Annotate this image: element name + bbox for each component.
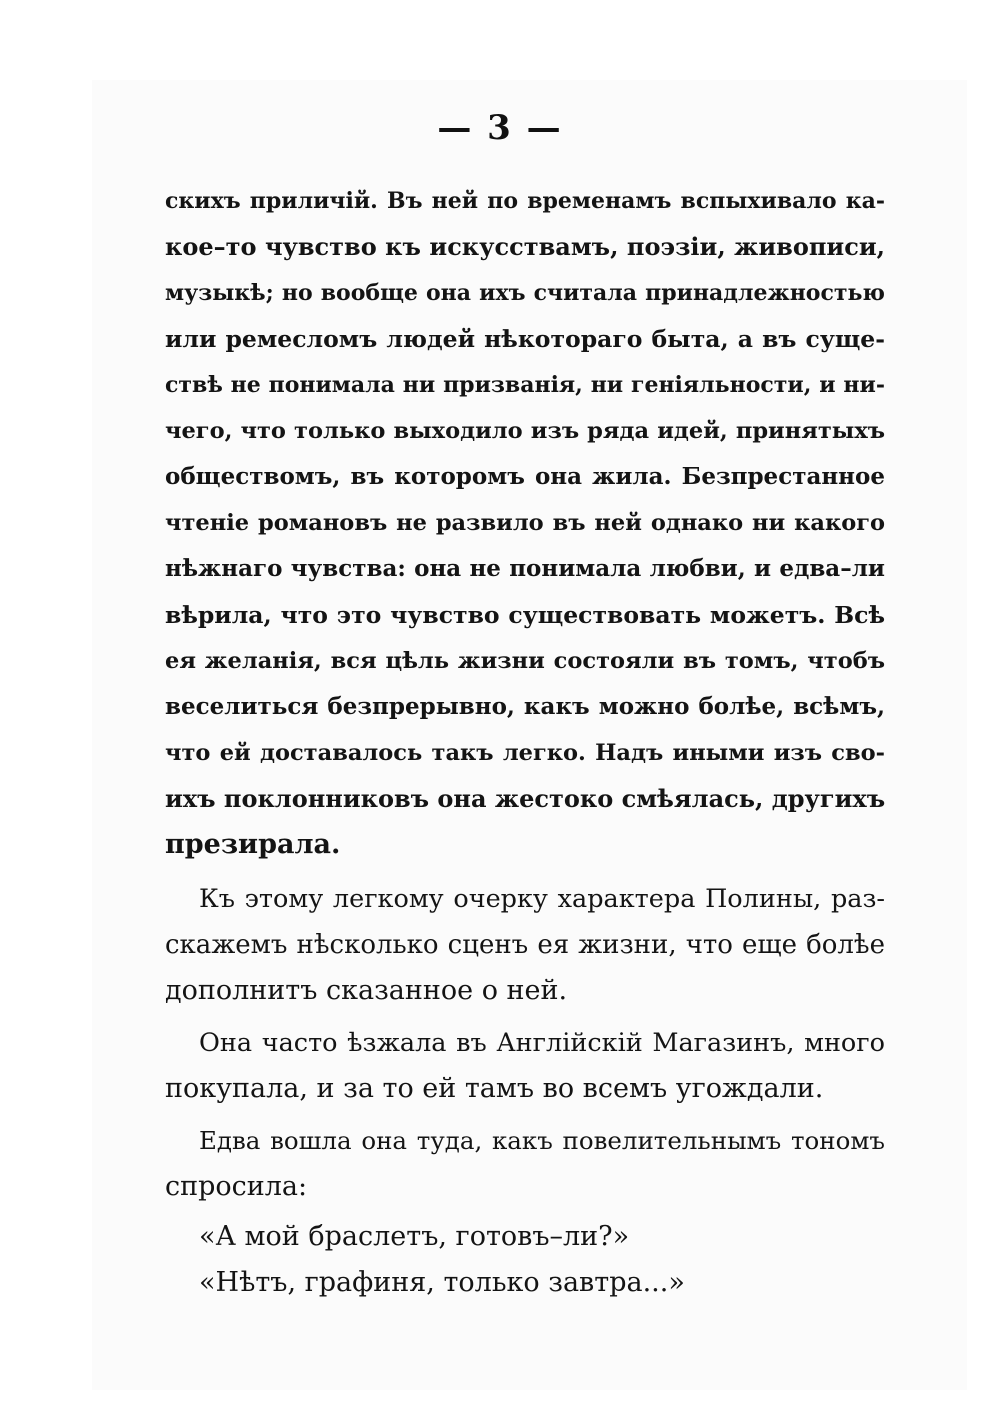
paragraph-2 <box>165 876 885 1014</box>
text-line: что ей доставалось такъ легко. Надъ иными изъ сво- <box>165 740 885 766</box>
dialogue-line-1 <box>165 1214 885 1260</box>
text-line: Она часто ѣзжала въ Англійскій Магазинъ, много <box>199 1028 885 1058</box>
dialogue-line-2 <box>165 1260 885 1306</box>
text-line: презирала. <box>165 829 341 860</box>
text-line: вѣрила, что это чувство существовать можетъ. Всѣ <box>165 601 885 629</box>
text-line: или ремесломъ людей нѣкотораго быта, а въ суще- <box>165 325 885 353</box>
text-line: «А мой браслетъ, готовъ–ли?» <box>199 1221 630 1252</box>
text-line: ихъ поклонниковъ она жестоко смѣялась, другихъ <box>165 784 885 813</box>
text-line: кое–то чувство къ искусствамъ, поэзіи, живописи, <box>165 232 885 261</box>
text-line: нѣжнаго чувства: она не понимала любви, и едва–ли <box>165 555 885 582</box>
paragraph-1 <box>165 178 885 868</box>
text-line: дополнитъ сказанное о ней. <box>165 975 568 1006</box>
text-line: спросила: <box>165 1171 308 1202</box>
text-line: ствѣ не понимала ни призванія, ни геніяльности, и ни- <box>165 372 885 398</box>
text-line: «Нѣтъ, графиня, только завтра...» <box>199 1267 685 1298</box>
text-line: покупала, и за то ей тамъ во всемъ угождали. <box>165 1073 824 1104</box>
text-line: Къ этому легкому очерку характера Полины, раз- <box>199 884 885 914</box>
text-line: скажемъ нѣсколько сценъ ея жизни, что еще болѣе <box>165 930 885 960</box>
paragraph-4 <box>165 1118 885 1210</box>
text-line: скихъ приличій. Въ ней по временамъ вспыхивало ка- <box>165 188 885 214</box>
text-line: веселиться безпрерывно, какъ можно болѣе, всѣмъ, <box>165 693 885 720</box>
text-line: Едва вошла она туда, какъ повелительнымъ тономъ <box>199 1126 885 1155</box>
page-number: — 3 — <box>437 108 563 148</box>
text-line: обществомъ, въ которомъ она жила. Безпрестанное <box>165 463 885 490</box>
paragraph-3 <box>165 1020 885 1112</box>
text-line: музыкѣ; но вообще она ихъ считала принадлежностью <box>165 280 885 306</box>
text-line: ея желанія, вся цѣль жизни состояли въ томъ, чтобъ <box>165 648 885 674</box>
text-line: чтеніе романовъ не развило въ ней однако ни какого <box>165 510 885 536</box>
text-line: чего, что только выходило изъ ряда идей, принятыхъ <box>165 418 885 444</box>
